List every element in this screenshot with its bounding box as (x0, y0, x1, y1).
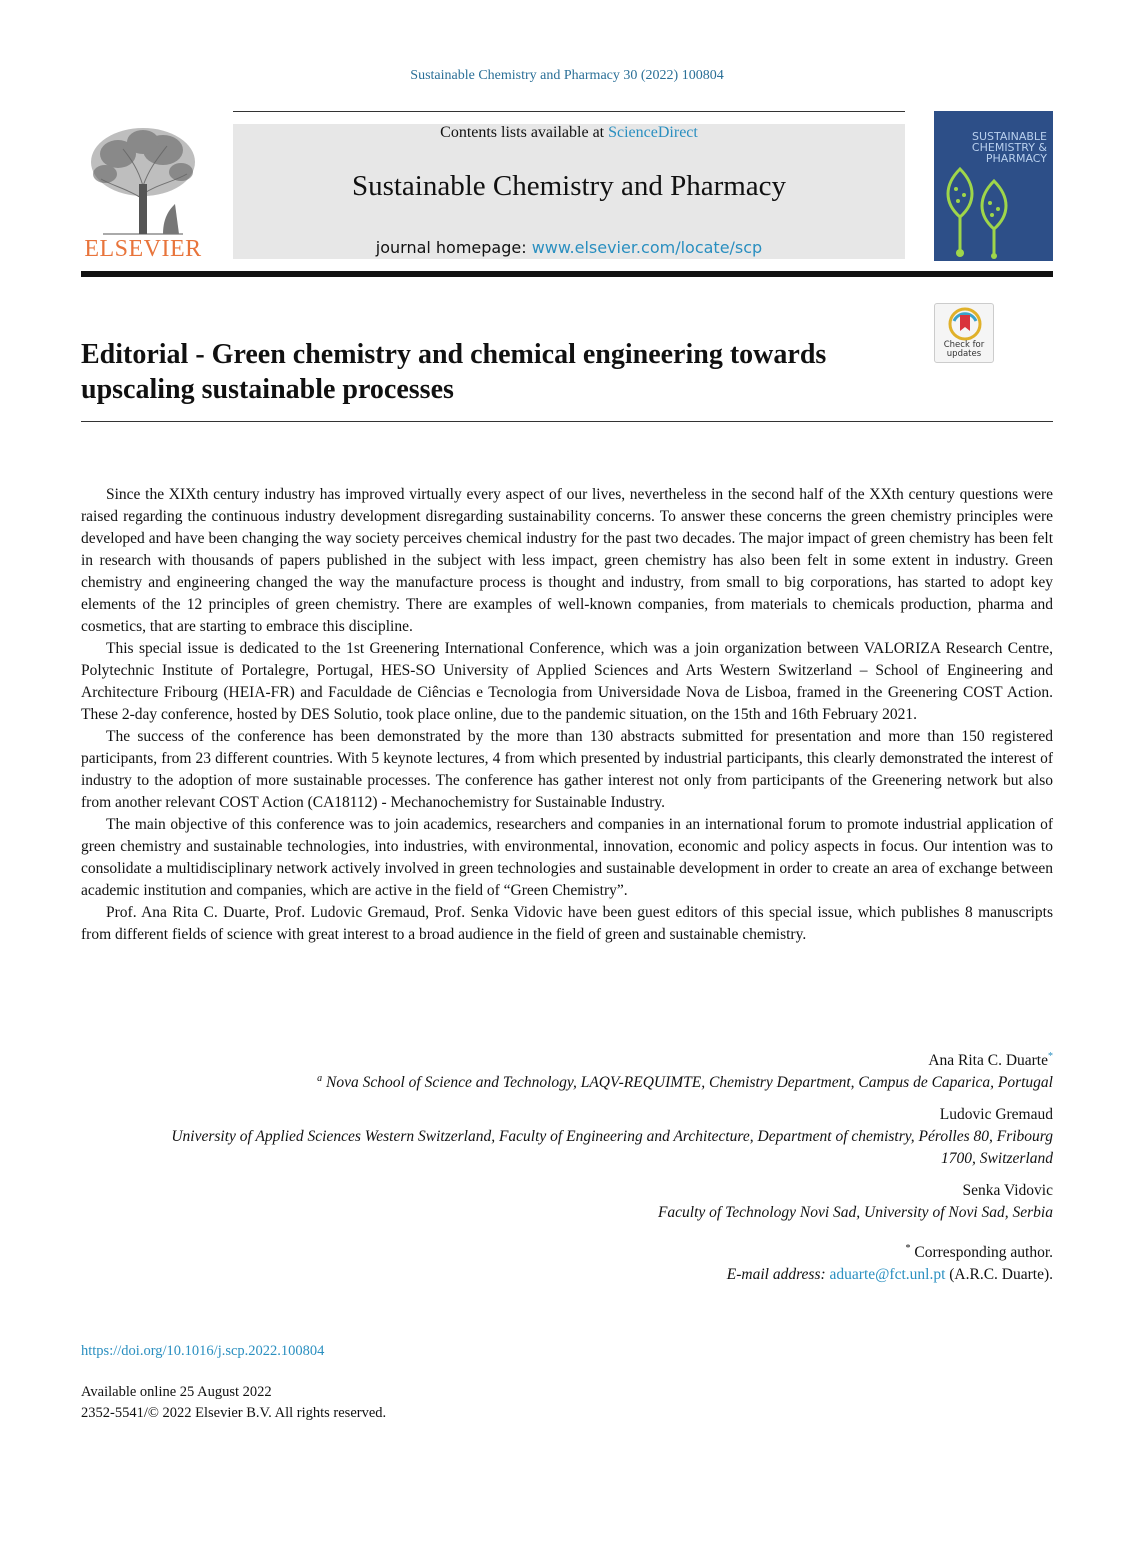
leaf-cover-icon (938, 159, 1018, 259)
author-entry (81, 1104, 1053, 1170)
author-affiliation: 1700, Switzerland (941, 1150, 1053, 1167)
author-name (81, 1050, 1053, 1072)
email-link[interactable]: aduarte@fct.unl.pt (829, 1266, 946, 1283)
contents-prefix: Contents lists available at (440, 124, 609, 141)
check-for-updates-label (935, 341, 993, 359)
corresponding-marker: * (905, 1242, 911, 1254)
body-paragraph: Since the XIXth century industry has improved virtually every aspect of our lives, nevertheless in the second half of the XXth century questions were raised regarding the continuous industry development disregarding sustainability concerns. To answer these concerns the green chemistry principles were developed and have been changing the way society perceives chemical industry for the past two decades. The major impact of green chemistry has been felt in research with thousands of papers published in the subject with less impact, green chemistry has also been felt in some extent in industry. Green chemistry and engineering changed the way the manufacture process is thought and industry, from small to big corporations, has started to adopt key elements of the 12 principles of green chemistry. There are examples of well-known companies, from materials to chemicals production, pharma and cosmetics, that are starting to embrace this discipline. (81, 486, 1053, 635)
author-name: Senka Vidovic (962, 1182, 1053, 1199)
contents-line (233, 124, 905, 142)
journal-name: Sustainable Chemistry and Pharmacy (351, 170, 787, 202)
elsevier-logo[interactable] (81, 124, 205, 262)
available-online: Available online 25 August 2022 (81, 1384, 272, 1400)
publisher-logo-text: ELSEVIER (84, 236, 202, 262)
title-rule (81, 421, 1053, 422)
author-affiliation: University of Applied Sciences Western Switzerland, Faculty of Engineering and Architecture, Department of chemistry, Pérolles 80, Fribourg (171, 1128, 1053, 1145)
author-entry (81, 1050, 1053, 1094)
homepage-line (233, 238, 905, 257)
corresponding-note (81, 1242, 1053, 1264)
body-paragraph: Prof. Ana Rita C. Duarte, Prof. Ludovic Gremaud, Prof. Senka Vidovic have been guest editors of this special issue, which publishes 8 manuscripts from different fields of science with great interest to a broad audience in the field of green and sustainable chemistry. (81, 904, 1053, 943)
author-name: Ludovic Gremaud (939, 1106, 1053, 1123)
cover-title-line: PHARMACY (985, 152, 1047, 165)
body-paragraph: This special issue is dedicated to the 1st Greenering International Conference, which was a join organization between VALORIZA Research Centre, Polytechnic Institute of Portalegre, Portugal, HES-SO University of Applied Sciences and Arts Western Switzerland – School of Engineering and Architecture Fribourg (HEIA-FR) and Faculdade de Ciências e Tecnologia from Universidade Nova de Lisboa, framed in the Greenering COST Action. These 2-day conference, hosted by DES Solutio, took place online, due to the pandemic situation, on the 15th and 16th February 2021. (81, 640, 1053, 723)
check-for-updates-button[interactable] (934, 303, 994, 363)
email-suffix: (A.R.C. Duarte). (949, 1266, 1053, 1283)
author-affiliation (81, 1072, 1053, 1094)
bookmark-check-icon (948, 307, 982, 341)
doi-link[interactable]: https://doi.org/10.1016/j.scp.2022.100804 (81, 1343, 325, 1359)
header-top-rule (233, 111, 905, 112)
homepage-link[interactable]: www.elsevier.com/locate/scp (531, 238, 763, 257)
sciencedirect-link[interactable]: ScienceDirect (608, 124, 698, 141)
cover-title-line: CHEMISTRY & (971, 141, 1047, 154)
email-line (81, 1264, 1053, 1286)
author-block (81, 1050, 1053, 1286)
affiliation-marker: a (317, 1072, 323, 1084)
journal-citation[interactable]: Sustainable Chemistry and Pharmacy 30 (2022) 100804 (410, 68, 724, 83)
publication-info (81, 1382, 386, 1424)
copyright-notice: 2352-5541/© 2022 Elsevier B.V. All rights reserved. (81, 1405, 387, 1421)
author-name-text: Ana Rita C. Duarte (928, 1052, 1048, 1069)
cover-title-line: SUSTAINABLE (971, 130, 1047, 143)
check-label-line: Check for (943, 340, 985, 350)
journal-header-band (233, 124, 905, 259)
body-paragraph: The success of the conference has been demonstrated by the more than 130 abstracts submitted for presentation and more than 150 registered participants, from 23 different countries. With 5 keynote lectures, 4 from which presented by industrial participants, this clearly demonstrated the interest of industry to the adoption of more sustainable processes. The conference has gather interest not only from participants of the Greenering network but also from another relevant COST Action (CA18112) - Mechanochemistry for Sustainable Industry. (81, 728, 1053, 811)
affiliation-text: Nova School of Science and Technology, LAQV-REQUIMTE, Chemistry Department, Campus de Caparica, Portugal (326, 1074, 1053, 1091)
corresponding-label: Corresponding author. (914, 1244, 1053, 1261)
author-entry (81, 1180, 1053, 1224)
homepage-prefix: journal homepage: (375, 238, 532, 257)
elsevier-tree-icon (83, 124, 203, 236)
body-paragraph: The main objective of this conference was to join academics, researchers and companies in an international forum to promote industrial application of green chemistry and sustainable technologies, into industries, with environmental, innovation, economic and policy aspects in focus. Our intention was to consolidate a multidisciplinary network actively involved in green technologies and sustainable development in order to create an area of exchange between academic institution and companies, which are active in the field of “Green Chemistry”. (81, 816, 1053, 899)
header-thick-rule (81, 271, 1053, 277)
check-label-line: updates (946, 349, 982, 359)
article-body (81, 484, 1053, 946)
corresponding-marker[interactable]: * (1048, 1050, 1053, 1062)
article-title: Editorial - Green chemistry and chemical engineering towards upscaling sustainable processes (81, 339, 827, 405)
journal-cover[interactable] (934, 111, 1053, 261)
email-label: E-mail address: (726, 1266, 826, 1283)
author-affiliation: Faculty of Technology Novi Sad, University of Novi Sad, Serbia (657, 1204, 1053, 1221)
